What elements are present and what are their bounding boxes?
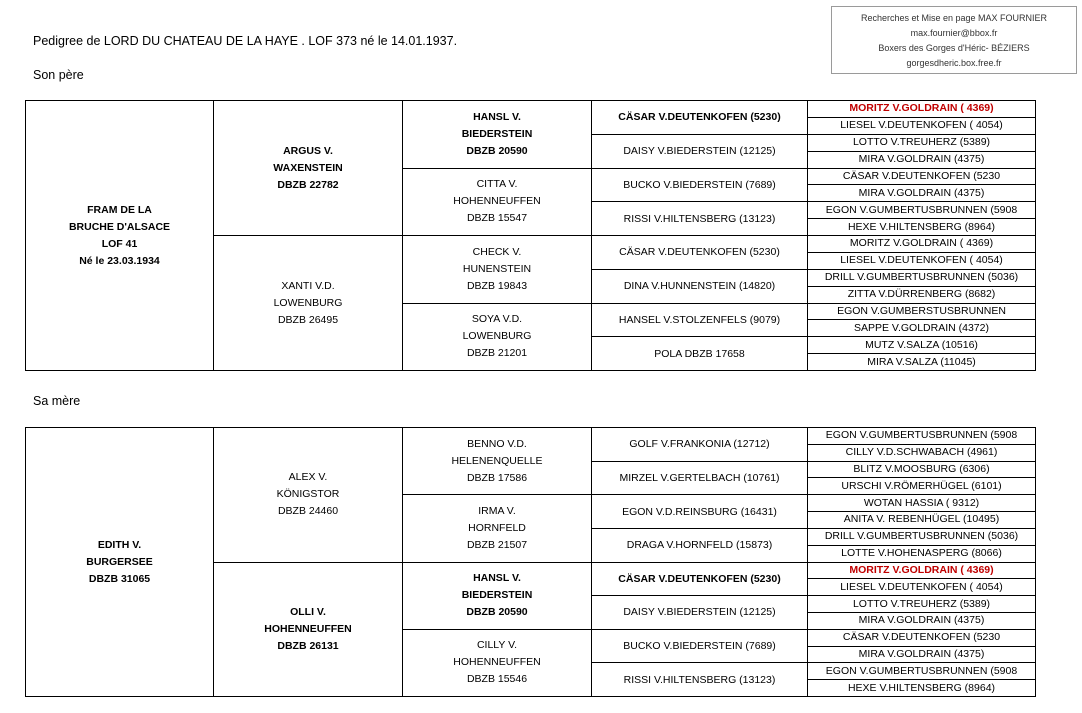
ancestor-name: CITTA V. <box>476 178 518 191</box>
gen4-ancestor: HANSEL V.STOLZENFELS (9079) <box>592 303 808 337</box>
ancestor-name: SOYA V.D. <box>471 313 523 326</box>
gen5-ancestor: MIRA V.GOLDRAIN (4375) <box>808 612 1036 629</box>
great-grandparent-cell <box>403 428 592 495</box>
sire-name-line: FRAM DE LA <box>87 203 152 216</box>
ancestor-name: OLLI V. <box>290 605 326 618</box>
sire-registration: LOF 41 <box>101 237 138 250</box>
ancestor-name: HANSL V. <box>473 572 521 585</box>
gen4-ancestor: DAISY V.BIEDERSTEIN (12125) <box>592 596 808 630</box>
ancestor-registration: DBZB 26131 <box>277 639 339 652</box>
ancestor-name: LOWENBURG <box>462 330 532 343</box>
ancestor-name: CILLY V. <box>476 639 518 652</box>
ancestor-name: IRMA V. <box>478 504 516 517</box>
gen5-ancestor: MORITZ V.GOLDRAIN ( 4369) <box>808 562 1036 579</box>
gen5-ancestor: URSCHI V.RÖMERHÜGEL (6101) <box>808 478 1036 495</box>
ancestor-name: BIEDERSTEIN <box>461 589 533 602</box>
gen5-ancestor: DRILL V.GUMBERTUSBRUNNEN (5036) <box>808 528 1036 545</box>
great-grandparent-cell <box>403 562 592 629</box>
ancestor-registration: DBZB 19843 <box>466 279 528 292</box>
ancestor-name: HELENENQUELLE <box>451 454 543 467</box>
ancestor-name: WAXENSTEIN <box>273 161 343 174</box>
ancestor-name: HORNFELD <box>468 521 526 534</box>
credit-email: max.fournier@bbox.fr <box>910 28 998 38</box>
dam-registration: DBZB 31065 <box>88 572 151 585</box>
great-grandparent-cell <box>403 236 592 304</box>
credit-line: Boxers des Gorges d'Héric- BÉZIERS <box>878 43 1030 53</box>
gen5-ancestor: EGON V.GUMBERTUSBRUNNEN (5908 <box>808 202 1036 219</box>
credit-box <box>831 6 1077 74</box>
great-grandparent-cell <box>403 495 592 562</box>
dam-cell <box>26 428 214 697</box>
dam-name-line: BURGERSEE <box>86 555 153 568</box>
gen5-ancestor: HEXE V.HILTENSBERG (8964) <box>808 680 1036 697</box>
gen4-ancestor: POLA DBZB 17658 <box>592 337 808 371</box>
credit-line: Recherches et Mise en page MAX FOURNIER <box>860 13 1048 23</box>
grandparent-cell <box>214 562 403 697</box>
gen5-ancestor: CÄSAR V.DEUTENKOFEN (5230 <box>808 168 1036 185</box>
gen5-ancestor: MIRA V.GOLDRAIN (4375) <box>808 646 1036 663</box>
great-grandparent-cell <box>403 168 592 236</box>
sire-name-line: BRUCHE D'ALSACE <box>68 220 171 233</box>
ancestor-name: HUNENSTEIN <box>462 262 532 275</box>
gen4-ancestor: RISSI V.HILTENSBERG (13123) <box>592 663 808 697</box>
gen5-ancestor: EGON V.GUMBERTUSBRUNNEN (5908 <box>808 663 1036 680</box>
gen4-ancestor: BUCKO V.BIEDERSTEIN (7689) <box>592 168 808 202</box>
dam-name-line: EDITH V. <box>97 538 142 551</box>
gen5-ancestor: DRILL V.GUMBERTUSBRUNNEN (5036) <box>808 269 1036 286</box>
gen5-ancestor: MUTZ V.SALZA (10516) <box>808 337 1036 354</box>
gen4-ancestor: CÄSAR V.DEUTENKOFEN (5230) <box>592 236 808 270</box>
gen4-ancestor: GOLF V.FRANKONIA (12712) <box>592 428 808 462</box>
sire-birth-date: Né le 23.03.1934 <box>79 254 160 267</box>
ancestor-name: HOHENNEUFFEN <box>453 656 541 669</box>
grandparent-cell <box>214 236 403 371</box>
ancestor-name: LOWENBURG <box>273 296 343 309</box>
ancestor-name: XANTI V.D. <box>281 279 335 292</box>
credit-website: gorgesdheric.box.free.fr <box>906 58 1002 68</box>
ancestor-registration: DBZB 24460 <box>277 505 339 518</box>
ancestor-registration: DBZB 15546 <box>466 673 528 686</box>
gen4-ancestor: DINA V.HUNNENSTEIN (14820) <box>592 269 808 303</box>
gen4-ancestor: MIRZEL V.GERTELBACH (10761) <box>592 461 808 495</box>
gen4-ancestor: CÄSAR V.DEUTENKOFEN (5230) <box>592 101 808 135</box>
dam-section-label: Sa mère <box>33 394 81 408</box>
gen5-ancestor: LIESEL V.DEUTENKOFEN ( 4054) <box>808 117 1036 134</box>
ancestor-name: HOHENNEUFFEN <box>453 195 541 208</box>
sire-section-label: Son père <box>33 68 84 82</box>
gen4-ancestor: DAISY V.BIEDERSTEIN (12125) <box>592 134 808 168</box>
gen4-ancestor: RISSI V.HILTENSBERG (13123) <box>592 202 808 236</box>
gen5-ancestor: CILLY V.D.SCHWABACH (4961) <box>808 444 1036 461</box>
grandsire-cell <box>214 101 403 236</box>
ancestor-registration: DBZB 22782 <box>277 178 339 191</box>
gen5-ancestor: BLITZ V.MOOSBURG (6306) <box>808 461 1036 478</box>
gen5-ancestor: EGON V.GUMBERTUSBRUNNEN (5908 <box>808 428 1036 445</box>
ancestor-registration: DBZB 15547 <box>466 212 528 225</box>
ancestor-name: HOHENNEUFFEN <box>264 622 352 635</box>
ancestor-registration: DBZB 21507 <box>466 538 528 551</box>
gen5-ancestor: LOTTO V.TREUHERZ (5389) <box>808 596 1036 613</box>
ancestor-name: ARGUS V. <box>283 144 333 157</box>
ancestor-name: ALEX V. <box>288 471 328 484</box>
gen5-ancestor: WOTAN HASSIA ( 9312) <box>808 495 1036 512</box>
gen5-ancestor: MIRA V.GOLDRAIN (4375) <box>808 185 1036 202</box>
gen5-ancestor: ANITA V. REBENHÜGEL (10495) <box>808 512 1036 529</box>
page-title: Pedigree de LORD DU CHATEAU DE LA HAYE . LOF 373 né le 14.01.1937. <box>33 34 458 48</box>
ancestor-registration: DBZB 26495 <box>277 313 339 326</box>
gen5-ancestor: LOTTO V.TREUHERZ (5389) <box>808 134 1036 151</box>
gen5-ancestor: MIRA V.GOLDRAIN (4375) <box>808 151 1036 168</box>
great-grandparent-cell <box>403 101 592 169</box>
grandparent-cell <box>214 428 403 563</box>
gen4-ancestor: DRAGA V.HORNFELD (15873) <box>592 528 808 562</box>
ancestor-registration: DBZB 20590 <box>466 144 528 157</box>
ancestor-name: BENNO V.D. <box>467 437 527 450</box>
ancestor-registration: DBZB 20590 <box>466 606 528 619</box>
ancestor-registration: DBZB 17586 <box>466 471 528 484</box>
ancestor-name: BIEDERSTEIN <box>461 127 533 140</box>
gen5-ancestor: EGON V.GUMBERSTUSBRUNNEN <box>808 303 1036 320</box>
gen4-ancestor: BUCKO V.BIEDERSTEIN (7689) <box>592 629 808 663</box>
dam-pedigree-table <box>25 427 1036 697</box>
gen5-ancestor: ZITTA V.DÜRRENBERG (8682) <box>808 286 1036 303</box>
gen4-ancestor: EGON V.D.REINSBURG (16431) <box>592 495 808 529</box>
gen5-ancestor: MORITZ V.GOLDRAIN ( 4369) <box>808 101 1036 118</box>
great-grandparent-cell <box>403 629 592 696</box>
ancestor-registration: DBZB 21201 <box>466 347 528 360</box>
sire-cell <box>26 101 214 371</box>
gen5-ancestor: HEXE V.HILTENSBERG (8964) <box>808 219 1036 236</box>
gen5-ancestor: LIESEL V.DEUTENKOFEN ( 4054) <box>808 579 1036 596</box>
gen5-ancestor: LOTTE V.HOHENASPERG (8066) <box>808 545 1036 562</box>
gen5-ancestor: MORITZ V.GOLDRAIN ( 4369) <box>808 236 1036 253</box>
sire-pedigree-table <box>25 100 1036 371</box>
gen4-ancestor: CÄSAR V.DEUTENKOFEN (5230) <box>592 562 808 596</box>
great-grandparent-cell <box>403 303 592 371</box>
ancestor-name: KÖNIGSTOR <box>276 488 340 501</box>
gen5-ancestor: MIRA V.SALZA (11045) <box>808 354 1036 371</box>
gen5-ancestor: CÄSAR V.DEUTENKOFEN (5230 <box>808 629 1036 646</box>
ancestor-name: HANSL V. <box>473 110 521 123</box>
gen5-ancestor: SAPPE V.GOLDRAIN (4372) <box>808 320 1036 337</box>
gen5-ancestor: LIESEL V.DEUTENKOFEN ( 4054) <box>808 252 1036 269</box>
ancestor-name: CHECK V. <box>472 245 522 258</box>
